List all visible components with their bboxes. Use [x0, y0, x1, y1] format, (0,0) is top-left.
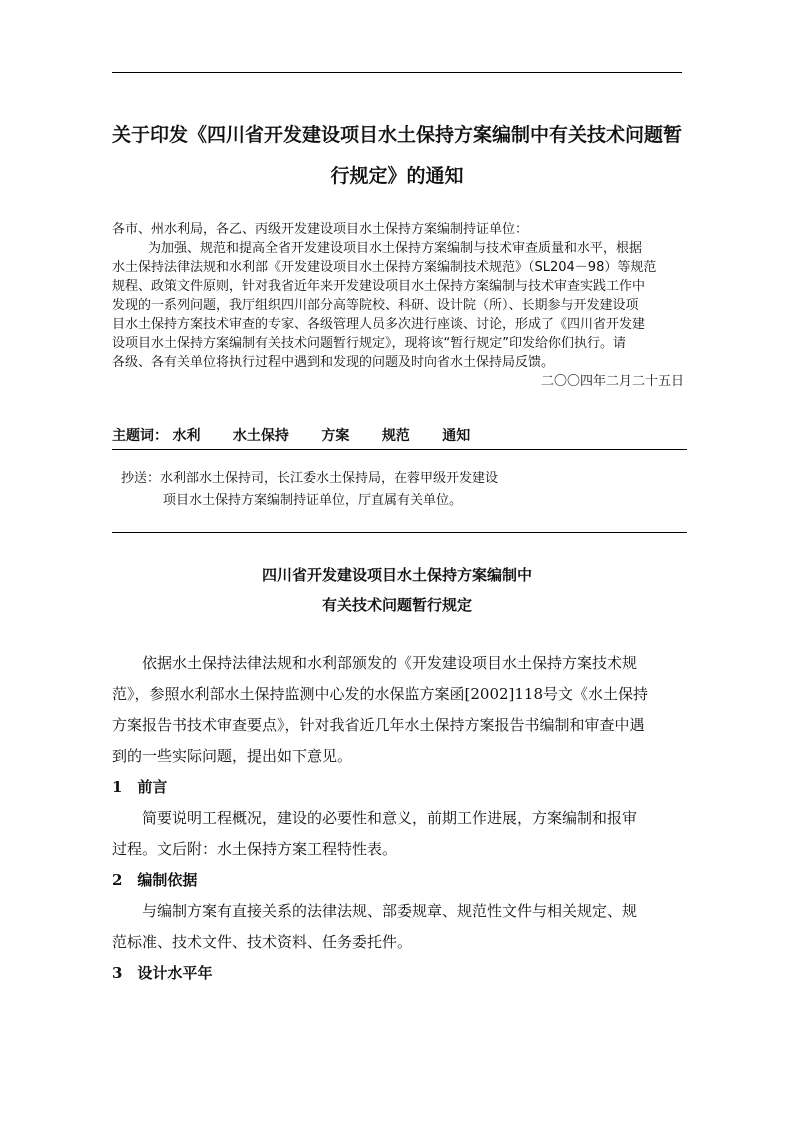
cc-line1: 抄送：水利部水土保持司，长江委水土保持局，在蓉甲级开发建设 — [121, 471, 499, 486]
section-heading: 2 编制依据 — [112, 871, 198, 889]
notice-body-line: 各级、各有关单位将执行过程中遇到和发现的问题及时向省水土保持局反馈。 — [112, 355, 555, 370]
keyword-item: 水利 — [172, 428, 201, 444]
section-line: 简要说明工程概况，建设的必要性和意义，前期工作进展，方案编制和报审 — [142, 809, 638, 827]
notice-body-line: 目水土保持方案技术审查的专家、各级管理人员多次进行座谈、讨论，形成了《四川省开发建 — [112, 317, 646, 332]
keyword-item: 水土保持 — [232, 428, 289, 444]
section-line: 与编制方案有直接关系的法律法规、部委规章、规范性文件与相关规定、规 — [142, 902, 638, 920]
keywords-rule — [112, 449, 687, 450]
section-heading: 1 前言 — [112, 778, 168, 796]
intro-line: 方案报告书技术审查要点》，针对我省近几年水土保持方案报告书编制和审查中遇 — [112, 716, 645, 734]
keywords-label: 主题词： — [112, 428, 168, 444]
section-heading: 3 设计水平年 — [112, 964, 213, 982]
keyword-item: 方案 — [321, 428, 350, 444]
notice-title-line2: 行规定》的通知 — [330, 165, 464, 187]
keywords-line — [112, 426, 498, 446]
notice-body-line: 水土保持法律法规和水利部《开发建设项目水土保持方案编制技术规范》（SL204－98）等规范 — [112, 260, 657, 275]
notice-title-line1: 关于印发《四川省开发建设项目水土保持方案编制中有关技术问题暂 — [112, 124, 683, 146]
notice-addressee: 各市、州水利局，各乙、丙级开发建设项目水土保持方案编制持证单位： — [112, 222, 529, 237]
regulation-body — [112, 648, 684, 989]
notice-body-line: 规程、政策文件原则，针对我省近年来开发建设项目水土保持方案编制与技术审查实践工作中 — [112, 279, 646, 294]
notice-date: 二〇〇四年二月二十五日 — [540, 374, 684, 389]
intro-line: 范》，参照水利部水土保持监测中心发的水保监方案函[2002]118号文《水土保持 — [112, 685, 649, 703]
notice-body-line: 设项目水土保持方案编制有关技术问题暂行规定》，现将该“暂行规定”印发给你们执行。请 — [112, 336, 626, 351]
keyword-item: 通知 — [442, 428, 471, 444]
regulation-title-line1: 四川省开发建设项目水土保持方案编制中 — [261, 566, 532, 584]
section-line: 过程。文后附：水土保持方案工程特性表。 — [112, 840, 398, 858]
keyword-item: 规范 — [381, 428, 410, 444]
top-rule — [112, 72, 682, 73]
section-line: 范标准、技术文件、技术资料、任务委托件。 — [112, 933, 413, 951]
cc-block — [121, 468, 498, 512]
intro-line: 依据水土保持法律法规和水利部颁发的《开发建设项目水土保持方案技术规 — [142, 654, 638, 672]
notice-body-line: 发现的一系列问题，我厅组织四川部分高等院校、科研、设计院（所）、长期参与开发建设项 — [112, 298, 639, 313]
notice-body-line: 为加强、规范和提高全省开发建设项目水土保持方案编制与技术审查质量和水平，根据 — [148, 241, 643, 256]
cc-line2: 项目水土保持方案编制持证单位，厅直属有关单位。 — [163, 493, 463, 508]
regulation-title-line2: 有关技术问题暂行规定 — [321, 596, 472, 614]
intro-line: 到的一些实际问题，提出如下意见。 — [112, 747, 353, 765]
notice-body — [112, 220, 684, 391]
cc-rule — [112, 532, 687, 533]
